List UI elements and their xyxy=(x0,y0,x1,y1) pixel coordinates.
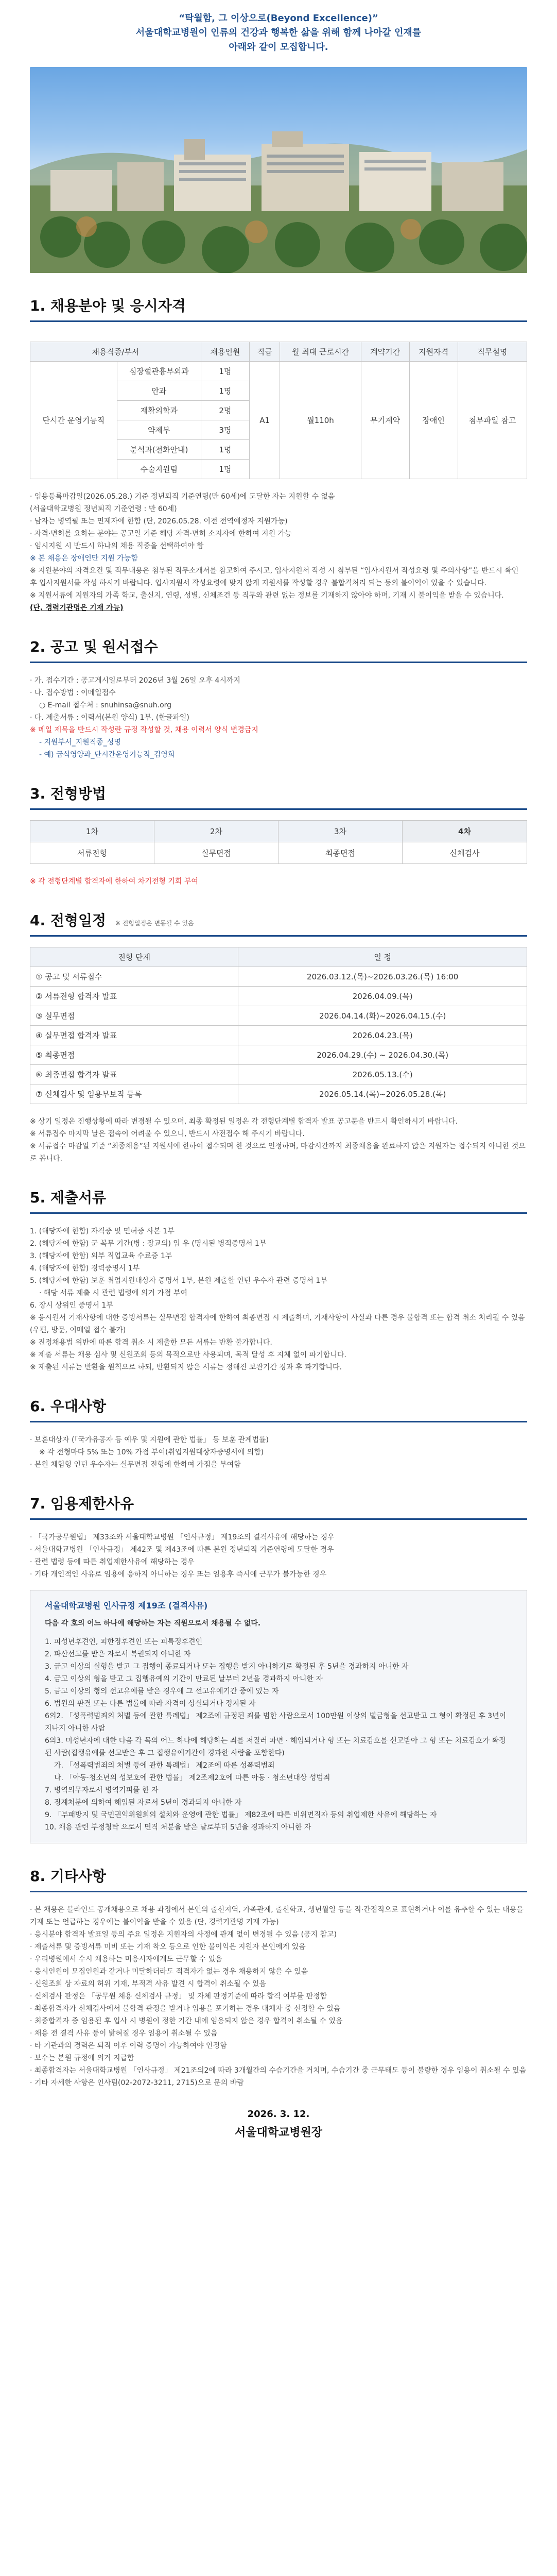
application-line: · 가. 접수기간 : 공고게시일로부터 2026년 3월 26일 오후 4시까지 xyxy=(30,676,240,685)
regulation-item: 6의2. 「성폭력범죄의 처벌 등에 관한 특례법」 제2조에 규정된 죄를 범한 사람으로서 100만원 이상의 벌금형을 선고받고 그 형이 확정된 후 3년이 지나지 아니한 사람 xyxy=(45,1712,507,1733)
note-line: (서울대학교병원 정년퇴직 기준연령 : 만 60세) xyxy=(30,505,177,513)
schedule-date: 2026.04.23.(목) xyxy=(238,1026,527,1045)
restriction-line: · 관련 법령 등에 따른 취업제한사유에 해당하는 경우 xyxy=(30,1558,195,1566)
regulation-item: 나. 「아동·청소년의 성보호에 관한 법률」 제2조제2호에 따른 아동 · 청소년대상 성범죄 xyxy=(54,1774,330,1782)
doc-line: 6. 장시 상위인 증명서 1부 xyxy=(30,1301,113,1310)
th-step: 전형 단계 xyxy=(30,947,238,967)
section-application xyxy=(30,636,527,761)
section-title: 8. 기타사항 xyxy=(30,1865,527,1892)
note-line: ※ 본 채용은 장애인만 지원 가능함 xyxy=(30,554,138,563)
regulation-box xyxy=(30,1590,527,1843)
intro-line-1: “탁월함, 그 이상으로(Beyond Excellence)” xyxy=(179,13,378,24)
group-cell: 단시간 운영기능직 xyxy=(30,362,117,479)
application-line: - 지원부서_지원직종_성명 xyxy=(39,738,121,747)
note-line: · 임시지원 시 반드시 하나의 채용 직종을 선택하여야 함 xyxy=(30,542,204,550)
etc-line: · 제출서류 및 증빙서류 미비 또는 기재 착오 등으로 인한 불이익은 지원자 본인에게 있음 xyxy=(30,1943,306,1951)
schedule-step: ② 서류전형 합격자 발표 xyxy=(30,987,238,1006)
doc-line: ※ 제출 서류는 채용 심사 및 신원조회 등의 목적으로만 사용되며, 목적 달성 후 지체 없이 파기합니다. xyxy=(30,1351,346,1359)
intro-header xyxy=(0,0,557,55)
process-name: 실무면접 xyxy=(154,842,278,863)
etc-line: · 보수는 본원 규정에 의거 지급함 xyxy=(30,2054,134,2062)
process-step: 1차 xyxy=(30,821,154,842)
schedule-notes xyxy=(30,1115,527,1165)
dept-cell: 심장혈관흉부외과 xyxy=(117,362,201,381)
regulation-item: 3. 금고 이상의 실형을 받고 그 집행이 종료되거나 또는 집행을 받지 아니하기로 확정된 후 5년을 경과하지 아니한 자 xyxy=(45,1663,409,1671)
count-cell: 1명 xyxy=(201,381,249,401)
etc-line: · 본 채용은 블라인드 공개채용으로 채용 과정에서 본인의 출신지역, 가족관계, 출신학교, 생년월일 등을 직·간접적으로 표현하거나 이를 유추할 수 있는 내용을 기재 또는 언급하는 경우에는 불이익을 받을 수 있음 (단, 경력기관명 기재 가능) xyxy=(30,1906,524,1926)
process-step: 4차 xyxy=(403,821,527,842)
process-step: 3차 xyxy=(278,821,403,842)
footer-date: 2026. 3. 12. xyxy=(247,2109,310,2120)
section-title: 2. 공고 및 원서접수 xyxy=(30,636,527,663)
etc-line: · 신체검사 판정은 「공무원 채용 신체검사 규정」 및 자체 판정기준에 따라 합격 여부를 판정함 xyxy=(30,1992,327,2001)
application-line: ○ E-mail 접수처 : snuhinsa@snuh.org xyxy=(39,701,172,709)
note-line: ※ 상기 일정은 진행상황에 따라 변경될 수 있으며, 최종 확정된 일정은 각 전형단계별 합격자 발표 공고문을 반드시 확인하시기 바랍니다. xyxy=(30,1117,458,1126)
regulation-item: 9. 「부패방지 및 국민권익위원회의 설치와 운영에 관한 법률」 제82조에 따른 비위면직자 등의 취업제한 사유에 해당하는 자 xyxy=(45,1811,437,1819)
note-line: ※ 지원서류에 지원자의 가족 학교, 출신지, 연령, 성별, 신체조건 등 직무와 관련 없는 정보를 기재하지 않아야 하며, 기재 시 불이익을 받을 수 있습니다. xyxy=(30,591,504,600)
th-grade: 직급 xyxy=(249,342,280,362)
schedule-date: 2026.04.29.(수) ~ 2026.04.30.(목) xyxy=(238,1045,527,1065)
th-hours: 월 최대 근로시간 xyxy=(280,342,361,362)
table-top-gap xyxy=(30,332,527,342)
dept-cell: 수술지원팀 xyxy=(117,460,201,479)
section-etc xyxy=(30,1865,527,2089)
regulation-item: 가. 「성폭력범죄의 처벌 등에 관한 특례법」 제2조에 따른 성폭력범죄 xyxy=(54,1761,275,1770)
count-cell: 3명 xyxy=(201,420,249,440)
count-cell: 1명 xyxy=(201,460,249,479)
intro-line-2: 서울대학교병원이 인류의 건강과 행복한 삶을 위해 함께 나아갈 인재를 xyxy=(135,27,422,38)
application-line: - 예) 급식영양과_단시간운영기능직_김영희 xyxy=(39,751,175,759)
schedule-date: 2026.03.12.(목)~2026.03.26.(목) 16:00 xyxy=(238,967,527,987)
qual-cell: 장애인 xyxy=(409,362,458,479)
th-date: 일 정 xyxy=(238,947,527,967)
regulation-item: 4. 금고 이상의 형을 받고 그 집행유예의 기간이 만료된 날부터 2년을 경과하지 아니한 자 xyxy=(45,1675,323,1683)
section-recruitment xyxy=(30,295,527,614)
doc-line: 3. (해당자에 한함) 외부 직업교육 수료증 1부 xyxy=(30,1252,172,1260)
recruitment-table xyxy=(30,342,527,479)
etc-line: · 채용 전 결격 사유 등이 밝혀질 경우 임용이 취소될 수 있음 xyxy=(30,2029,218,2038)
note-line: ※ 서류접수 마감일 기준 “최종채용”된 지원서에 한하여 접수되며 한 것으로 인정하며, 마감시간까지 최종채용을 완료하지 않은 지원자는 접수되지 아니한 것으로 봅니다. xyxy=(30,1142,526,1163)
th-dept: 채용직종/부서 xyxy=(30,342,201,362)
process-steps xyxy=(30,820,527,842)
contract-cell: 무기계약 xyxy=(361,362,409,479)
section-documents xyxy=(30,1187,527,1374)
regulation-title: 서울대학교병원 인사규정 제19조 (결격사유) xyxy=(45,1601,208,1611)
etc-line: · 최종합격자 중 임용된 후 입사 시 병원이 정한 기간 내에 임용되지 않은 경우 합격이 취소될 수 있음 xyxy=(30,2017,343,2025)
th-count: 채용인원 xyxy=(201,342,249,362)
process-name: 최종면접 xyxy=(278,842,403,863)
doc-line: ※ 진정채용법 위반에 따른 합격 취소 시 제출한 모든 서류는 반환 불가합니다. xyxy=(30,1338,272,1347)
regulation-item: 5. 금고 이상의 형의 선고유예를 받은 경우에 그 선고유예기간 중에 있는 자 xyxy=(45,1687,279,1696)
desc-cell: 첨부파일 참고 xyxy=(458,362,527,479)
process-name: 서류전형 xyxy=(30,842,154,863)
section-title: 5. 제출서류 xyxy=(30,1187,527,1214)
pref-line: · 보훈대상자 (「국가유공자 등 예우 및 지원에 관한 법률」 등 보훈 관계법률) xyxy=(30,1436,269,1444)
section-process xyxy=(30,783,527,888)
schedule-date: 2026.05.13.(수) xyxy=(238,1065,527,1084)
process-note: ※ 각 전형단계별 합격자에 한하여 차기전형 기회 부여 xyxy=(30,877,198,886)
intro-line-3: 아래와 같이 모집합니다. xyxy=(229,42,328,53)
etc-line: · 응시분야 합격자 발표일 등의 주요 일정은 지원자의 사정에 관계 없이 변경될 수 있음 (공지 참고) xyxy=(30,1930,337,1939)
schedule-step: ③ 실무면접 xyxy=(30,1006,238,1026)
regulation-item: 1. 피성년후견인, 피한정후견인 또는 피특정후견인 xyxy=(45,1638,203,1646)
process-names xyxy=(30,842,527,864)
etc-line: · 타 기관과의 경력은 퇴직 이후 이력 증명이 가능하여야 인정함 xyxy=(30,2042,227,2050)
note-line: · 자격·면허를 요하는 분야는 공고일 기준 해당 자격·면허 소지자에 한하여 지원 가능 xyxy=(30,530,292,538)
process-step: 2차 xyxy=(154,821,278,842)
section-title: 6. 우대사항 xyxy=(30,1395,527,1422)
regulation-intro: 다음 각 호의 어느 하나에 해당하는 자는 직원으로서 채용될 수 없다. xyxy=(45,1619,261,1628)
schedule-date: 2026.05.14.(목)~2026.05.28.(목) xyxy=(238,1084,527,1104)
footer-signature: 서울대학교병원장 xyxy=(234,2126,323,2139)
regulation-item: 2. 파산선고를 받은 자로서 복권되지 아니한 자 xyxy=(45,1650,191,1658)
regulation-item: 7. 병역의무자로서 병역기피를 한 자 xyxy=(45,1786,159,1794)
footer xyxy=(30,2109,527,2140)
note-line: (단, 경력기관명은 기재 가능) xyxy=(30,604,124,612)
grade-cell: A1 xyxy=(249,362,280,479)
restriction-line: · 「국가공무원법」 제33조와 서울대학교병원 「인사규정」 제19조의 결격사유에 해당하는 경우 xyxy=(30,1533,335,1541)
count-cell: 1명 xyxy=(201,440,249,460)
schedule-step: ⑤ 최종면접 xyxy=(30,1045,238,1065)
dept-cell: 안과 xyxy=(117,381,201,401)
doc-line: ※ 제출된 서류는 반환을 원칙으로 하되, 반환되지 않은 서류는 정해진 보관기간 경과 후 파기합니다. xyxy=(30,1363,342,1371)
hospital-photo xyxy=(30,67,527,273)
doc-line: 2. (해당자에 한함) 군 복무 기간(병 : 장교의) 입 우 (명시된 병적증명서 1부 xyxy=(30,1240,267,1248)
etc-line: · 기타 자세한 사항은 인사팀(02-2072-3211, 2715)으로 문의 바람 xyxy=(30,2079,244,2087)
note-line: · 남자는 병역필 또는 면제자에 한함 (단, 2026.05.28. 이전 전역예정자 지원가능) xyxy=(30,517,288,526)
dept-cell: 약제부 xyxy=(117,420,201,440)
etc-line: · 우리병원에서 수시 채용하는 미응시자에게도 근무할 수 있음 xyxy=(30,1955,222,1963)
schedule-table xyxy=(30,947,527,1104)
schedule-step: ④ 실무면접 합격자 발표 xyxy=(30,1026,238,1045)
pref-line: ※ 각 전형마다 5% 또는 10% 가점 부여(취업지원대상자증명서에 의함) xyxy=(39,1448,264,1456)
section-title xyxy=(30,909,527,937)
recruitment-notes xyxy=(30,490,527,614)
regulation-item: 6의3. 미성년자에 대한 다음 각 목의 어느 하나에 해당하는 죄를 저질러 파면 · 해임되거나 형 또는 치료감호를 선고받아 그 형 또는 치료감호가 확정된 사람(집행유예를 선고받은 후 그 집행유예기간이 경과한 사람을 포함한다) xyxy=(45,1737,506,1757)
application-line: · 나. 접수방법 : 이메일접수 xyxy=(30,689,116,697)
note-line: ※ 서류접수 마지막 날은 접속이 어려울 수 있으니, 반드시 사전접수 해 주시기 바랍니다. xyxy=(30,1130,305,1138)
schedule-step: ① 공고 및 서류접수 xyxy=(30,967,238,987)
section-title: 7. 임용제한사유 xyxy=(30,1493,527,1520)
doc-line: 4. (해당자에 한함) 경력증명서 1부 xyxy=(30,1264,140,1273)
th-qual: 지원자격 xyxy=(409,342,458,362)
regulation-item: 6. 법원의 판결 또는 다른 법률에 따라 자격이 상실되거나 정지된 자 xyxy=(45,1700,256,1708)
schedule-step: ⑥ 최종면접 합격자 발표 xyxy=(30,1065,238,1084)
doc-line: ※ 응시원서 기재사항에 대한 증빙서류는 실무면접 합격자에 한하여 최종면접 시 제출하며, 기재사항이 사실과 다른 경우 불합격 또는 합격 취소 처리될 수 있음 (우편, 방문, 이메일 접수 불가) xyxy=(30,1314,525,1334)
th-contract: 계약기간 xyxy=(361,342,409,362)
count-cell: 2명 xyxy=(201,401,249,420)
section-title: 3. 전형방법 xyxy=(30,783,527,810)
doc-line: 5. (해당자에 한함) 보훈 취업지원대상자 증명서 1부, 본원 제출할 인턴 우수자 관련 증명서 1부 xyxy=(30,1277,327,1285)
section-title: 1. 채용분야 및 응시자격 xyxy=(30,295,527,322)
section-title-note: ※ 전형일정은 변동될 수 있음 xyxy=(115,920,194,927)
etc-line: · 신원조회 상 자료의 허위 기재, 부적격 사유 발견 시 합격이 취소될 수 있음 xyxy=(30,1980,266,1988)
schedule-date: 2026.04.14.(화)~2026.04.15.(수) xyxy=(238,1006,527,1026)
dept-cell: 분석과(전화안내) xyxy=(117,440,201,460)
etc-line: · 응시인원이 모집인원과 같거나 미달하더라도 적격자가 없는 경우 채용하지 않을 수 있음 xyxy=(30,1968,308,1976)
restriction-line: · 기타 개인적인 사유로 임용에 응하지 아니하는 경우 또는 임용후 즉시에 근무가 불가능한 경우 xyxy=(30,1570,327,1579)
application-line: ※ 메일 제목을 반드시 작성란 규정 작성할 것, 채용 이력서 양식 변경금지 xyxy=(30,726,258,734)
section-preference xyxy=(30,1395,527,1471)
hours-cell: 월110h xyxy=(280,362,361,479)
doc-line: 1. (해당자에 한함) 자격증 및 면허증 사본 1부 xyxy=(30,1227,175,1235)
pref-line: · 본원 체험형 인턴 우수자는 실무면접 전형에 한하여 가점을 부여함 xyxy=(30,1461,241,1469)
etc-line: · 최종합격자가 신체검사에서 불합격 판정을 받거나 임용을 포기하는 경우 대체자 중 선정할 수 있음 xyxy=(30,2005,341,2013)
schedule-step: ⑦ 신체검사 및 임용부보직 등록 xyxy=(30,1084,238,1104)
section-title-text: 4. 전형일정 xyxy=(30,912,107,929)
etc-line: · 최종합격자는 서울대학교병원 「인사규정」 제21조의2에 따라 3개월간의 수습기간을 거치며, 수습기간 중 근무태도 등이 불량한 경우 임용이 취소될 수 있음 xyxy=(30,2066,527,2075)
dept-cell: 재활의학과 xyxy=(117,401,201,420)
regulation-item: 8. 징계처분에 의하여 해임된 자로서 5년이 경과되지 아니한 자 xyxy=(45,1799,242,1807)
note-line: ※ 지원분야의 자격요건 및 직무내용은 첨부된 직무소개서를 참고하여 주시고, 입사지원서 작성 시 첨부된 “입사지원서 작성요령 및 주의사항”을 반드시 확인 후 입사지원서를 작성 하시기 바랍니다. 입사지원서 작성요령에 맞지 않게 지원서를 작성할 경우 불합격처리 되는 등의 불이익이 있을 수 있습니다. xyxy=(30,567,519,587)
th-desc: 직무설명 xyxy=(458,342,527,362)
schedule-date: 2026.04.09.(목) xyxy=(238,987,527,1006)
application-line: · 다. 제출서류 : 이력서(본원 양식) 1부, (한글파일) xyxy=(30,714,189,722)
note-line: · 임용등록마감일(2026.05.28.) 기준 정년퇴직 기준연령(만 60세)에 도달한 자는 지원할 수 없음 xyxy=(30,493,335,501)
section-restrictions xyxy=(30,1493,527,1843)
doc-line: · 해당 서류 제출 시 관련 법령에 의거 가점 부여 xyxy=(39,1289,187,1297)
restriction-line: · 서울대학교병원 「인사규정」 제42조 및 제43조에 따른 본원 정년퇴직 기준연령에 도달한 경우 xyxy=(30,1546,334,1554)
regulation-item: 10. 채용 관련 부정청탁 으로서 면직 처분을 받은 날로부터 5년을 경과하지 아니한 자 xyxy=(45,1823,311,1832)
process-name: 신체검사 xyxy=(449,849,480,858)
section-schedule xyxy=(30,909,527,1165)
count-cell: 1명 xyxy=(201,362,249,381)
